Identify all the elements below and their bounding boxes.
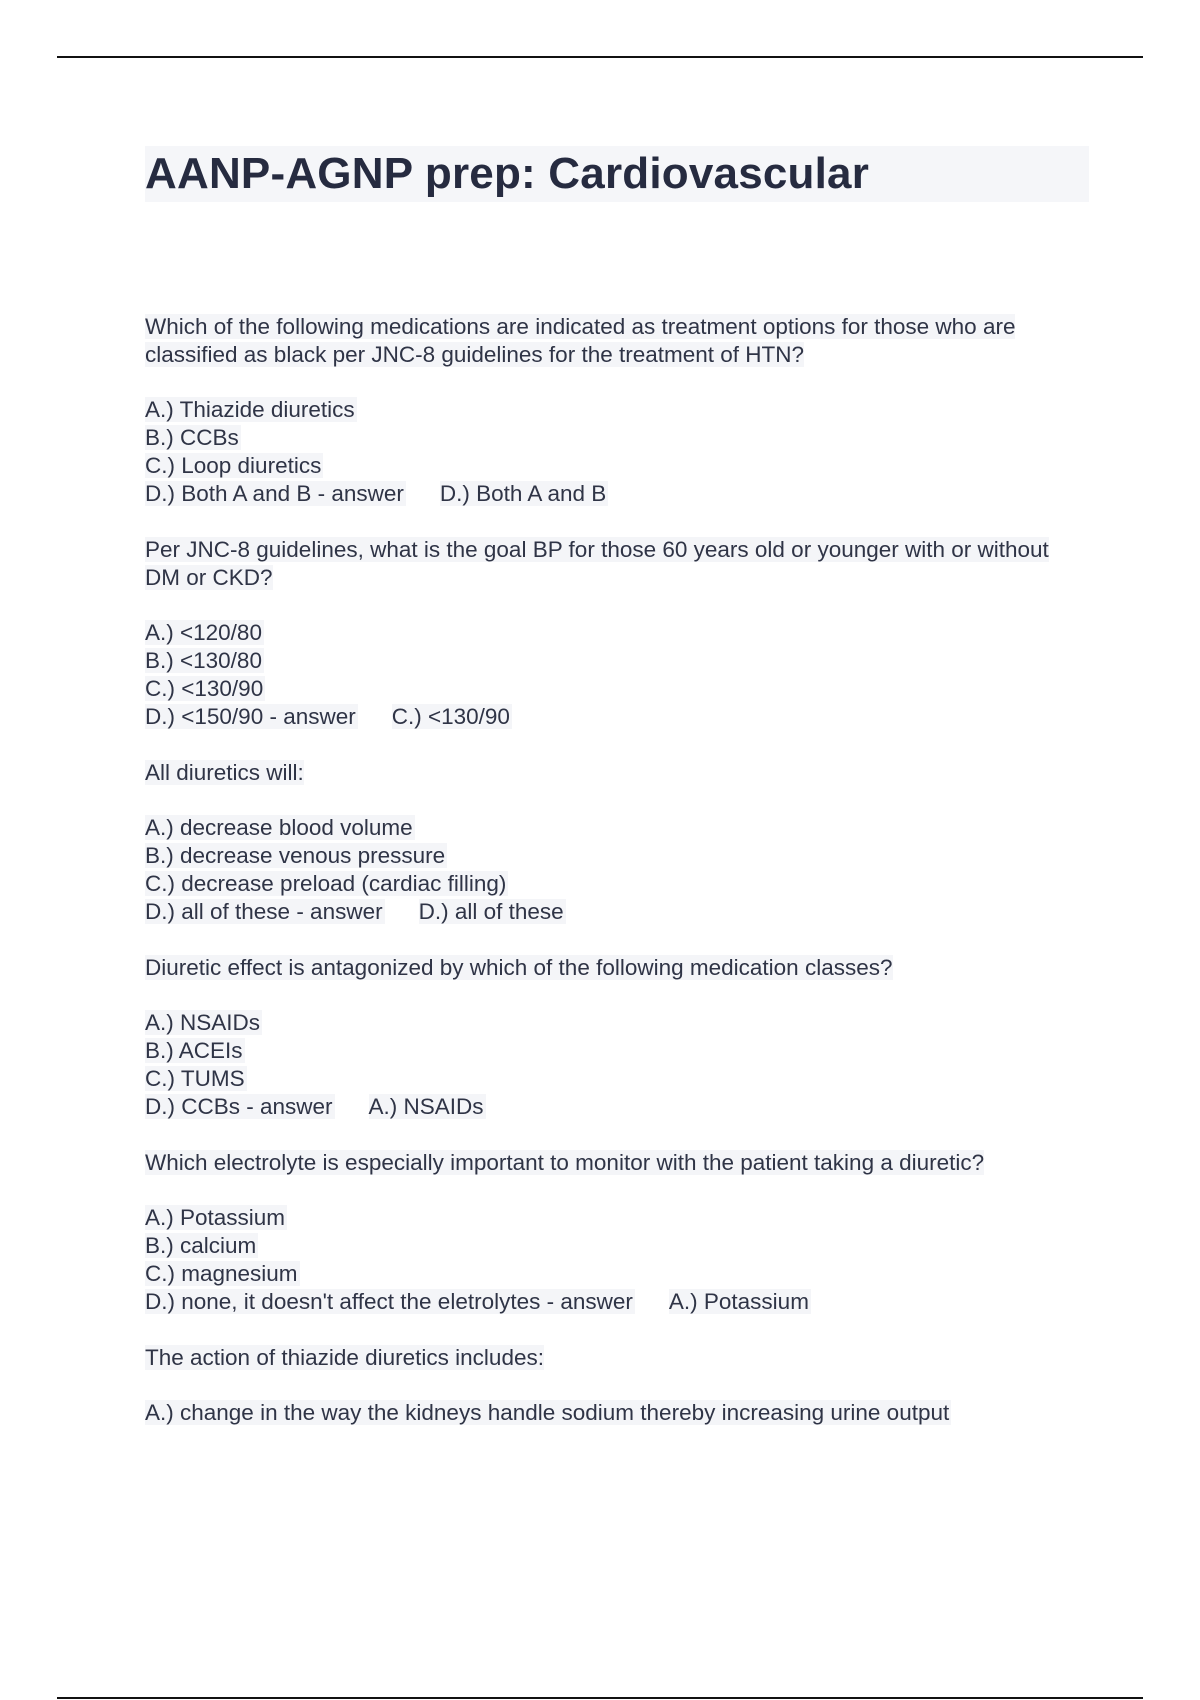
question-text: Diuretic effect is antagonized by which of the following medication classes? xyxy=(145,955,893,980)
answer-text: C.) <130/90 xyxy=(391,704,510,729)
bottom-rule xyxy=(57,1697,1143,1699)
option-item: B.) CCBs xyxy=(145,425,239,450)
question-text: All diuretics will: xyxy=(145,760,304,785)
answer-text: D.) all of these xyxy=(418,899,564,924)
option-item: C.) TUMS xyxy=(145,1066,245,1091)
options-list xyxy=(145,814,1089,926)
question-block xyxy=(145,759,1089,926)
option-item: C.) <130/90 xyxy=(145,676,264,701)
option-item: A.) change in the way the kidneys handle sodium thereby increasing urine output xyxy=(145,1400,950,1425)
option-item-with-answer: D.) <150/90 - answer C.) <130/90 xyxy=(145,704,510,729)
option-item: A.) Potassium xyxy=(145,1205,286,1230)
option-item: B.) <130/80 xyxy=(145,648,262,673)
option-item: A.) decrease blood volume xyxy=(145,815,413,840)
options-list xyxy=(145,396,1089,508)
answer-text: D.) Both A and B xyxy=(439,481,607,506)
top-rule xyxy=(57,56,1143,58)
option-item-with-answer: D.) all of these - answer D.) all of these xyxy=(145,899,564,924)
option-item: C.) Loop diuretics xyxy=(145,453,322,478)
question-list xyxy=(145,313,1089,1455)
option-item-with-answer: D.) none, it doesn't affect the eletrolytes - answer A.) Potassium xyxy=(145,1289,809,1314)
question-text: Which of the following medications are indicated as treatment options for those who are classified as black per JNC-8 guidelines for the treatment of HTN? xyxy=(145,314,1016,367)
option-item: B.) calcium xyxy=(145,1233,257,1258)
option-item: A.) Thiazide diuretics xyxy=(145,397,355,422)
question-block xyxy=(145,1149,1089,1316)
option-item: A.) NSAIDs xyxy=(145,1010,261,1035)
option-item: B.) ACEIs xyxy=(145,1038,243,1063)
options-list xyxy=(145,619,1089,731)
question-block xyxy=(145,536,1089,731)
option-item: B.) decrease venous pressure xyxy=(145,843,446,868)
option-item: C.) magnesium xyxy=(145,1261,298,1286)
option-item-with-answer: D.) Both A and B - answer D.) Both A and B xyxy=(145,481,607,506)
option-item: C.) decrease preload (cardiac filling) xyxy=(145,871,507,896)
question-block xyxy=(145,1344,1089,1427)
question-text: Per JNC-8 guidelines, what is the goal BP for those 60 years old or younger with or without DM or CKD? xyxy=(145,537,1049,590)
question-text: Which electrolyte is especially important to monitor with the patient taking a diuretic? xyxy=(145,1150,985,1175)
option-item-with-answer: D.) CCBs - answer A.) NSAIDs xyxy=(145,1094,484,1119)
options-list xyxy=(145,1009,1089,1121)
answer-text: A.) NSAIDs xyxy=(368,1094,484,1119)
options-list xyxy=(145,1204,1089,1316)
answer-text: A.) Potassium xyxy=(668,1289,809,1314)
question-text: The action of thiazide diuretics includes: xyxy=(145,1345,544,1370)
question-block xyxy=(145,954,1089,1121)
options-list xyxy=(145,1399,1089,1427)
question-block xyxy=(145,313,1089,508)
page-title: AANP-AGNP prep: Cardiovascular xyxy=(145,149,870,198)
option-item: A.) <120/80 xyxy=(145,620,262,645)
